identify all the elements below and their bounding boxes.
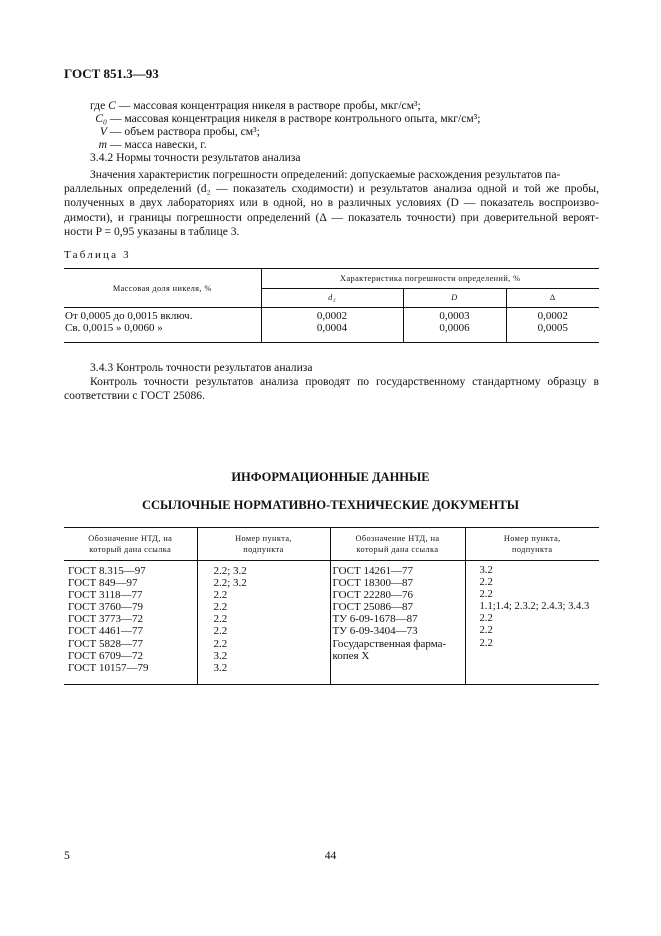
definition-m-text: — масса навески, г. [109,138,207,151]
table3-col-header: Массовая доля никеля, % [64,269,261,308]
header-line: Номер пункта, [235,534,292,543]
paragraph-line: димости), и границы погрешности определений (Δ — показатель точности) при доверительной вероят- [64,210,599,224]
table-cell: 3.2 [213,661,228,674]
table-cell: 0,0003 [439,310,470,322]
table-cell: От 0,0005 до 0,0015 включ. [65,310,193,322]
footer-page-marker: 5 [64,849,70,862]
table3-d2-cell [261,308,403,343]
table-cell: 2.2 [213,637,228,650]
table-cell: 3.2 [213,649,228,662]
table3-range-cell [64,308,261,343]
refs-right-items [465,561,599,685]
table-cell: 2.2; 3.2 [213,577,247,590]
symbol-c: C [108,99,116,112]
header-line: Обозначение НТД, на [88,534,173,543]
definition-m [90,138,207,152]
table-cell: 0,0004 [316,322,348,335]
table-cell: ТУ 6-09-1678—87 [332,613,418,626]
refs-header-item [465,528,599,561]
table-cell: 2.2 [479,625,493,637]
info-title: ИНФОРМАЦИОННЫЕ ДАННЫЕ [231,470,430,484]
table-cell: 2.2 [213,613,228,626]
table-cell: 2.2 [213,589,228,602]
table-cell: 1.1;1.4; 2.3.2; 2.4.3; 3.4.3 [479,601,590,613]
table3-delta-cell [506,308,599,343]
paragraph-line: раллельных определений (d₂ — показатель сходимости) и результатов анализа одной и той же пробы, [64,182,599,196]
refs-table [64,527,599,685]
table-cell: ГОСТ 3760—79 [68,601,143,614]
refs-right-docs [330,561,465,685]
header-line: Номер пункта, [503,534,561,543]
header-line: который дана ссылка [356,545,439,554]
table-cell: 2.2; 3.2 [213,565,247,577]
table-cell: 2.2 [213,601,228,614]
definition-c0 [90,112,480,126]
table3-subheader-d: D [403,288,506,308]
table-cell: ГОСТ 3118—77 [68,589,143,602]
section-342-paragraph [64,168,599,239]
table-cell: 2.2 [479,589,493,601]
table-cell: 2.2 [213,625,228,638]
table-cell: 0,0006 [439,322,470,335]
table-cell: ГОСТ 18300—87 [332,577,413,590]
refs-header-item [197,528,330,561]
table-cell: ГОСТ 4461—77 [68,625,143,638]
symbol-v: V [99,125,107,138]
table-cell: 2.2 [479,577,493,589]
paragraph-line: полученных в двух лабораториях или в одной, но в различных условиях (D — показатель воспроизво- [64,196,599,210]
table-cell: ГОСТ 10157—79 [68,661,149,674]
definition-v-text: — объем раствора пробы, см³; [109,125,260,138]
table-cell: ГОСТ 6709—72 [68,649,143,662]
table3-subheader-delta: Δ [549,293,556,303]
paragraph-line: Значения характеристик погрешности определений: допускаемые расхождения результатов па- [90,168,561,181]
table-cell: 2.2 [479,637,493,649]
paragraph-line: Контроль точности результатов анализа проводят по государственному стандартному образцу в [90,375,599,388]
definition-intro: где [90,99,106,112]
section-343-heading: 3.4.3 Контроль точности результатов анализа [90,361,313,374]
table-cell: ГОСТ 14261—77 [332,565,413,577]
definition-v [90,125,260,139]
header-line: подпункта [511,545,553,554]
definition-c-text: — массовая концентрация никеля в растворе пробы, мкг/см³; [118,99,421,112]
document-header: ГОСТ 851.3—93 [64,66,159,81]
paragraph-line: соответствии с ГОСТ 25086. [64,389,205,403]
table-cell: ГОСТ 5828—77 [68,637,143,650]
refs-header-doc [64,528,197,561]
symbol-c0: C₀ [95,112,107,125]
table-cell: ГОСТ 25086—87 [332,601,413,614]
refs-left-docs [64,561,197,685]
table3-d-cell [403,308,506,343]
header-line: который дана ссылка [89,545,172,554]
definition-c [90,99,421,113]
table-cell: Государственная фарма- [332,637,447,650]
table-cell: копея X [332,649,370,662]
table-cell: ГОСТ 3773—72 [68,613,143,626]
section-342-heading: 3.4.2 Нормы точности результатов анализа [90,151,301,164]
refs-left-items [197,561,330,685]
refs-title: ССЫЛОЧНЫЕ НОРМАТИВНО-ТЕХНИЧЕСКИЕ ДОКУМЕНТЫ [142,498,519,512]
header-line: Обозначение НТД, на [355,534,440,543]
table-cell: 3.2 [479,565,493,576]
paragraph-line: ности P = 0,95 указаны в таблице 3. [64,224,240,238]
table3-group-header: Характеристика погрешности определений, % [261,269,599,289]
table-cell: ГОСТ 22280—76 [332,589,413,602]
table-cell: ТУ 6-09-3404—73 [332,625,418,638]
table-cell: 0,0002 [316,310,348,322]
section-343-paragraph [64,375,599,403]
table3-caption: Таблица 3 [64,249,131,261]
table-cell: ГОСТ 8.315—97 [68,565,146,577]
definition-c0-text: — массовая концентрация никеля в растворе контрольного опыта, мкг/см³; [109,112,481,125]
refs-header-doc [330,528,465,561]
table-3 [64,268,599,343]
table-cell: ГОСТ 849—97 [68,577,138,590]
header-line: подпункта [243,545,284,554]
symbol-m: m [98,138,107,151]
table-cell: Св. 0,0015 » 0,0060 » [65,322,163,335]
table-cell: 0,0002 [537,310,568,322]
page-number: 44 [324,849,337,862]
table-cell: 2.2 [479,613,493,625]
table-cell: 0,0005 [537,322,568,335]
table3-subheader-d2: d₂ [261,288,403,308]
